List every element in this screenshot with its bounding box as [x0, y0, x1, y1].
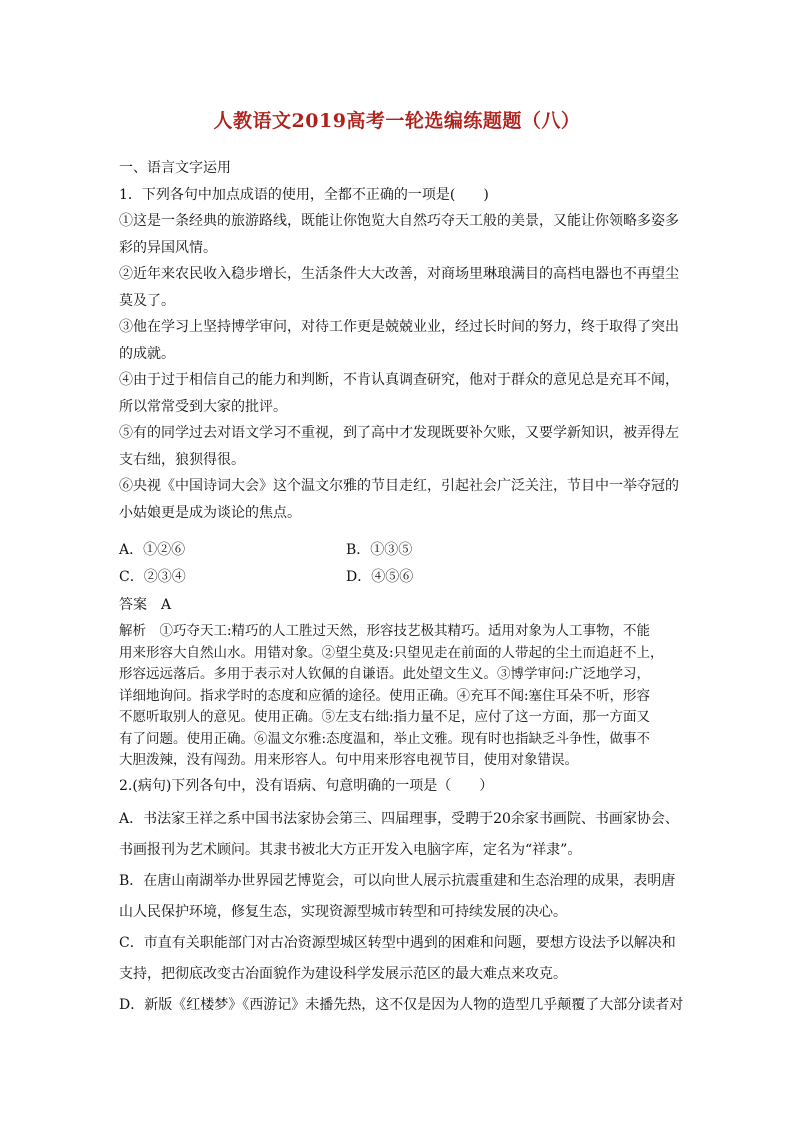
q2-option-c-line-1: C．市直有关职能部门对古冶资源型城区转型中遇到的困难和问题，要想方设法予以解决和	[119, 935, 676, 951]
option-a: A．①②⑥	[119, 542, 186, 558]
question-1-stem: 1．下列各句中加点成语的使用，全都不正确的一项是( )	[119, 186, 489, 203]
q2-option-c-line-2: 支持，把彻底改变古冶面貌作为建设科学发展示范区的最大难点来攻克。	[119, 966, 567, 982]
question-1-block	[119, 155, 679, 526]
explanation-line: 有了问题。使用正确。⑥温文尔雅:态度温和，举止文雅。现有时也指缺乏斗争性，做事不	[119, 730, 651, 747]
q2-option-a-line-1: A．书法家王祥之系中国书法家协会第三、四届理事，受聘于20余家书画院、书画家协会、	[119, 811, 679, 827]
option-b: B．①③⑤	[346, 542, 413, 558]
sentence-5-line-2: 支右绌，狼狈得很。	[119, 451, 245, 468]
explanation-line: 详细地询问。指求学时的态度和应循的途径。使用正确。④充耳不闻:塞住耳朵不听，形容	[119, 687, 651, 704]
q2-option-d-line-1: D．新版《红楼梦》《西游记》未播先热，这不仅是因为人物的造型几乎颠覆了大部分读者对	[119, 997, 684, 1013]
explanation-line: 不愿听取别人的意见。使用正确。⑤左支右绌:指力量不足，应付了这一方面，那一方面又	[119, 709, 651, 725]
explanation-line: 解析 ①巧夺天工:精巧的人工胜过天然，形容技艺极其精巧。适用对象为人工事物，不能	[119, 623, 651, 639]
question-2-options	[119, 804, 684, 1021]
option-d: D．④⑤⑥	[346, 569, 414, 585]
explanation-line: 大胆泼辣，没有闯劲。用来形容人。句中用来形容电视节目，使用对象错误。	[119, 752, 578, 768]
q2-option-b-line-2: 山人民保护环境，修复生态，实现资源型城市转型和可持续发展的决心。	[119, 904, 567, 920]
page-title: 人教语文2019高考一轮选编练题题（八）	[213, 110, 581, 132]
sentence-1-line-2: 彩的异国风情。	[119, 239, 217, 256]
explanation-line: 形容远远落后。多用于表示对人钦佩的自谦语。此处望文生义。③博学审问:广泛地学习，	[119, 666, 651, 682]
sentence-3-line-2: 的成就。	[119, 345, 175, 362]
q2-option-a-line-2: 书画报刊为艺术顾问。其隶书被北大方正开发入电脑字库，定名为“祥隶”。	[119, 842, 582, 858]
question-2-stem: 2.(病句)下列各句中，没有语病、句意明确的一项是（ ）	[119, 778, 494, 794]
sentence-4-line-1: ④由于过于相信自己的能力和判断，不肯认真调查研究，他对于群众的意见总是充耳不闻，	[119, 372, 679, 388]
sentence-6-line-2: 小姑娘更是成为谈论的焦点。	[119, 504, 301, 521]
sentence-3-line-1: ③他在学习上坚持博学审问，对待工作更是兢兢业业，经过长时间的努力，终于取得了突出	[119, 319, 679, 335]
section-heading: 一、语言文字运用	[119, 160, 231, 176]
sentence-2-line-1: ②近年来农民收入稳步增长，生活条件大大改善，对商场里琳琅满目的高档电器也不再望尘	[119, 266, 679, 282]
sentence-5-line-1: ⑤有的同学过去对语文学习不重视，到了高中才发现既要补欠账，又要学新知识，被弄得左	[119, 425, 679, 441]
option-c: C．②③④	[119, 569, 186, 585]
answer-line: 答案 A	[119, 597, 172, 613]
sentence-4-line-2: 所以常常受到大家的批评。	[119, 398, 287, 415]
sentence-6-line-1: ⑥央视《中国诗词大会》这个温文尔雅的节目走红，引起社会广泛关注，节目中一举夺冠的	[119, 478, 679, 494]
q2-option-b-line-1: B．在唐山南湖举办世界园艺博览会，可以向世人展示抗震重建和生态治理的成果，表明唐	[119, 873, 676, 889]
sentence-1-line-1: ①这是一条经典的旅游路线，既能让你饱览大自然巧夺天工般的美景，又能让你领略多姿多	[119, 213, 679, 229]
explanation-line: 用来形容大自然山水。用错对象。②望尘莫及:只望见走在前面的人带起的尘土而追赶不上，	[119, 644, 664, 661]
sentence-2-line-2: 莫及了。	[119, 292, 175, 309]
explanation	[119, 621, 675, 772]
